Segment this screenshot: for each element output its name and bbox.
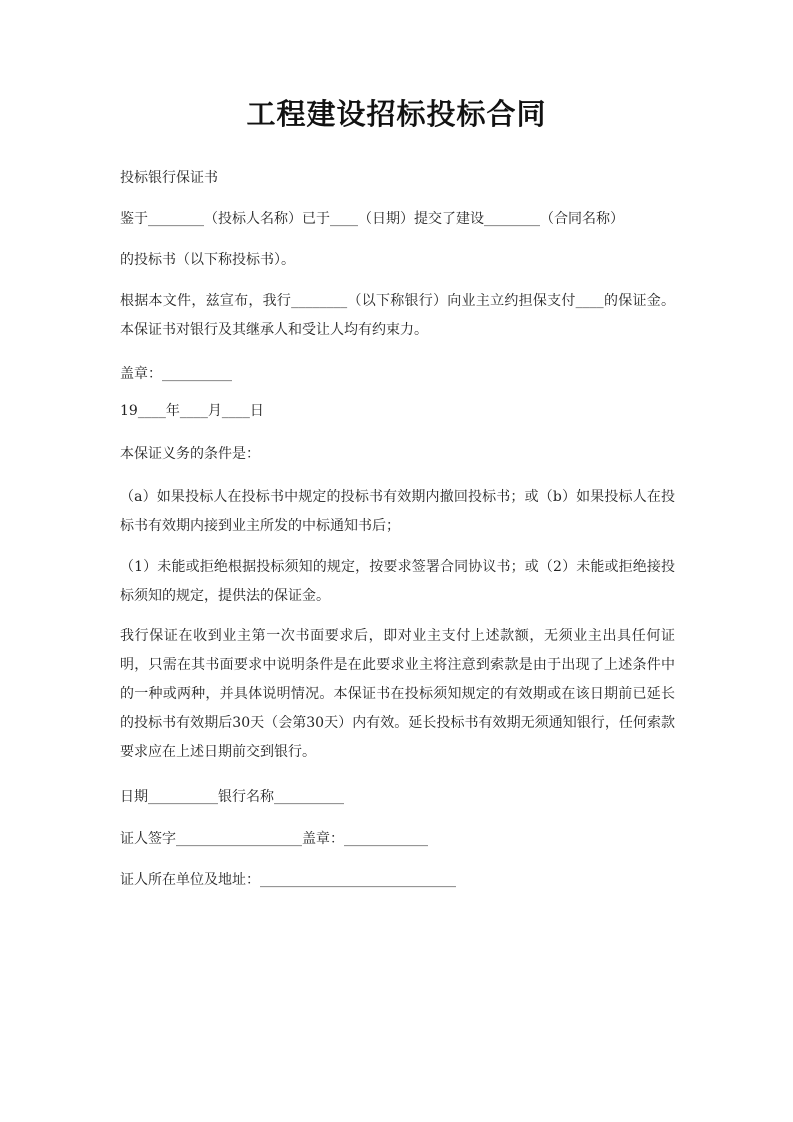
condition-1-2: （1）未能或拒绝根据投标须知的规定，按要求签署合同协议书；或（2）未能或拒绝接投标须知的规定，提供法的保证金。 <box>120 559 675 604</box>
bank-date-line: 日期__________银行名称__________ <box>120 789 344 805</box>
document-title: 工程建设招标投标合同 <box>246 97 547 131</box>
paragraph-tender-ref: 的投标书（以下称投标书）。 <box>120 252 295 268</box>
witness-signature-line: 证人签字__________________盖章：____________ <box>120 831 428 847</box>
section-heading: 投标银行保证书 <box>120 170 218 186</box>
paragraph-guarantee: 我行保证在收到业主第一次书面要求后，即对业主支付上述款额，无须业主出具任何证明，只需在其书面要求中说明条件是在此要求业主将注意到索款是由于出现了上述条件中的一种或两种，并具体说明情况。本保证书在投标须知规定的有效期或在该日期前已延长的投标书有效期后30天（会第30天）内有效。延长投标书有效期无须通知银行，任何索款要求应在上述日期前交到银行。 <box>120 628 675 760</box>
date-line: 19____年____月____日 <box>120 403 264 419</box>
conditions-heading: 本保证义务的条件是： <box>120 446 260 462</box>
witness-address-line: 证人所在单位及地址：____________________________ <box>120 872 456 888</box>
condition-a-b: （a）如果投标人在投标书中规定的投标书有效期内撤回投标书；或（b）如果投标人在投标书有效期内接到业主所发的中标通知书后； <box>120 489 675 534</box>
paragraph-whereas: 鉴于________（投标人名称）已于____（日期）提交了建设________（合同名称） <box>120 211 624 227</box>
seal-line: 盖章：__________ <box>120 366 232 382</box>
paragraph-declaration: 根据本文件，兹宣布，我行________（以下称银行）向业主立约担保支付____的保证金。本保证书对银行及其继承人和受让人均有约束力。 <box>120 293 675 338</box>
